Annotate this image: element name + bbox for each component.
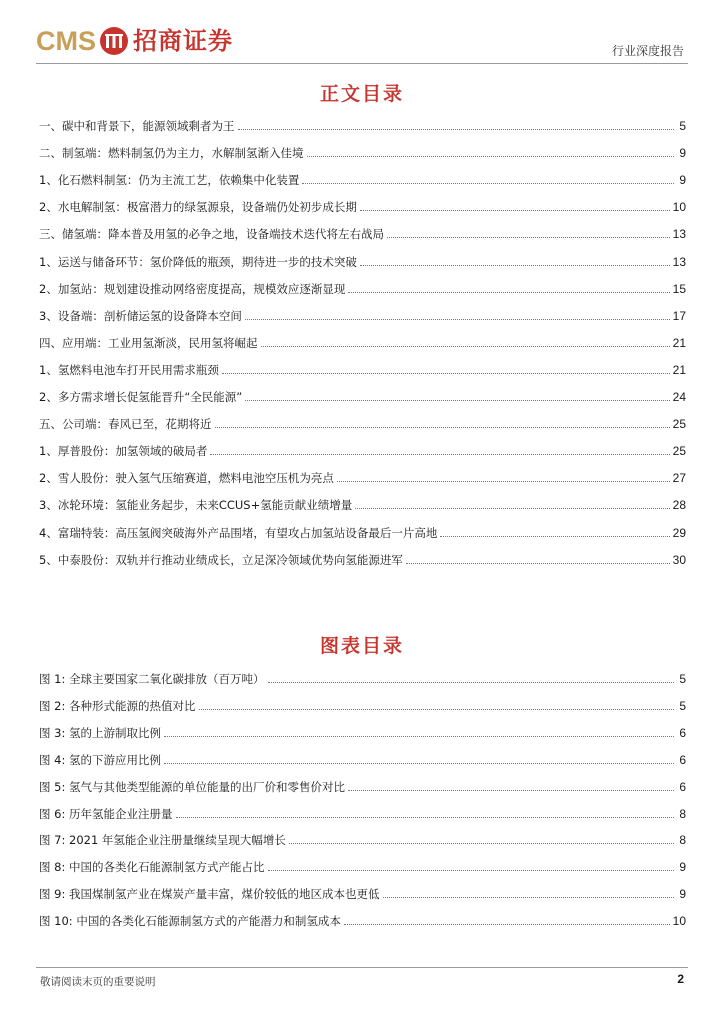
page-header xyxy=(0,0,724,64)
dot-leader xyxy=(360,265,670,266)
dot-leader xyxy=(302,183,674,184)
toc-entry-text: 1、运送与储备环节：氢价降低的瓶颈，期待进一步的技术突破 xyxy=(39,254,357,269)
toc-entry-page: 28 xyxy=(672,498,686,513)
dot-leader xyxy=(348,292,669,293)
dot-leader xyxy=(261,346,670,347)
toc-entry-text: 一、碳中和背景下，能源领域剩者为王 xyxy=(39,119,235,133)
toc-entry-text: 3、设备端：剖析储运氢的设备降本空间 xyxy=(39,308,242,323)
toc-entry[interactable] xyxy=(39,279,686,297)
dot-leader xyxy=(348,790,674,791)
figure-entry[interactable] xyxy=(39,804,686,822)
figure-entry[interactable] xyxy=(39,911,686,929)
toc-entry-text: 2、雪人股份：驶入氢气压缩赛道，燃料电池空压机为亮点 xyxy=(39,471,334,486)
toc-entry[interactable] xyxy=(39,360,686,378)
toc-title: 正文目录 xyxy=(319,83,404,105)
figure-entry-text: 图 6: 历年氢能企业注册量 xyxy=(39,806,173,821)
dot-leader xyxy=(245,400,669,401)
toc-entry-text: 2、多方需求增长促氢能晋升“全民能源” xyxy=(39,390,243,404)
figure-entry-text: 图 7: 2021 年氢能企业注册量继续呈现大幅增长 xyxy=(39,833,286,848)
dot-leader xyxy=(337,481,670,482)
figure-entry-text: 图 3: 氢的上游制取比例 xyxy=(39,725,162,740)
dot-leader xyxy=(387,237,670,238)
footer-note: 敬请阅读末页的重要说明 xyxy=(40,976,156,988)
dot-leader xyxy=(215,427,670,428)
dot-leader xyxy=(406,563,670,564)
figure-entry[interactable] xyxy=(39,750,686,768)
figure-entry-text: 图 2: 各种形式能源的热值对比 xyxy=(39,698,196,713)
dot-leader xyxy=(383,897,675,898)
dot-leader xyxy=(355,508,669,509)
figure-entry-page: 5 xyxy=(679,672,686,686)
figure-entry[interactable] xyxy=(39,777,686,795)
toc-entry-page: 13 xyxy=(672,254,686,269)
figure-entry-page: 8 xyxy=(679,806,686,821)
toc-entry[interactable] xyxy=(39,170,686,188)
toc-entry-page: 9 xyxy=(679,146,686,161)
footer-divider xyxy=(36,967,688,968)
toc-entry-page: 24 xyxy=(672,390,686,404)
toc-entry-text: 4、富瑞特装：高压氢阀突破海外产品围堵，有望攻占加氢站设备最后一片高地 xyxy=(39,525,438,540)
toc-entry-text: 五、公司端：春风已至，花期将近 xyxy=(39,417,212,432)
toc-entry-page: 17 xyxy=(672,308,686,323)
figure-entry[interactable] xyxy=(39,830,686,848)
figure-entry-text: 图 8: 中国的各类化石能源制氢方式产能占比 xyxy=(39,860,265,875)
toc-entry-text: 四、应用端：工业用氢渐淡，民用氢将崛起 xyxy=(39,335,258,350)
dot-leader xyxy=(245,319,670,320)
toc-entry-text: 1、氢燃料电池车打开民用需求瓶颈 xyxy=(39,362,219,377)
toc-entry-text: 2、加氢站：规划建设推动网络密度提高，规模效应逐渐显现 xyxy=(39,281,346,296)
figure-entry-text: 图 4: 氢的下游应用比例 xyxy=(39,752,162,767)
toc-entry-page: 29 xyxy=(672,525,686,540)
toc-entry-page: 21 xyxy=(672,335,686,350)
toc-entry-page: 13 xyxy=(672,227,686,242)
dot-leader xyxy=(222,373,670,374)
page-number: 2 xyxy=(677,972,684,986)
toc-entry-text: 三、储氢端：降本普及用氢的必争之地，设备端技术迭代将左右战局 xyxy=(39,227,384,242)
logo-text: CMS xyxy=(36,26,96,56)
toc-entry-page: 25 xyxy=(672,417,686,432)
document-type: 行业深度报告 xyxy=(611,44,684,58)
figure-entry[interactable] xyxy=(39,696,686,714)
toc-entry[interactable] xyxy=(39,143,686,161)
figure-entry[interactable] xyxy=(39,723,686,741)
figure-entry[interactable] xyxy=(39,884,686,902)
dot-leader xyxy=(360,210,670,211)
toc-entry[interactable] xyxy=(39,387,686,405)
toc-entry-text: 5、中泰股份：双轨并行推动业绩成长，立足深冷领域优势向氢能源进军 xyxy=(39,552,403,567)
toc-entry[interactable] xyxy=(39,414,686,432)
figure-entry-text: 图 5: 氢气与其他类型能源的单位能量的出厂价和零售价对比 xyxy=(39,779,345,794)
toc-entry[interactable] xyxy=(39,306,686,324)
toc-entry-text: 二、制氢端：燃料制氢仍为主力，水解制氢渐入佳境 xyxy=(39,146,304,161)
dot-leader xyxy=(164,736,674,737)
figures-title: 图表目录 xyxy=(319,635,404,657)
figure-entry-page: 9 xyxy=(679,887,686,902)
toc-entry-text: 3、冰轮环境：氢能业务起步，未来CCUS+氢能贡献业绩增量 xyxy=(39,498,353,513)
figure-entry-page: 6 xyxy=(679,725,686,740)
dot-leader xyxy=(307,156,675,157)
dot-leader xyxy=(268,870,675,871)
figure-entry-page: 5 xyxy=(679,698,686,713)
dot-leader xyxy=(289,843,674,844)
logo-badge-icon xyxy=(100,27,128,55)
toc-entry[interactable] xyxy=(39,197,686,215)
figure-entry-text: 图 1: 全球主要国家二氧化碳排放（百万吨） xyxy=(39,672,265,686)
toc-entry[interactable] xyxy=(39,550,686,568)
figure-entry-page: 10 xyxy=(672,914,686,929)
toc-entry-page: 5 xyxy=(679,119,686,133)
figure-entry-page: 9 xyxy=(679,860,686,875)
figure-entry-text: 图 10: 中国的各类化石能源制氢方式的产能潜力和制氢成本 xyxy=(39,914,341,929)
toc-entry-text: 2、水电解制氢：极富潜力的绿氢源泉，设备端仍处初步成长期 xyxy=(39,200,357,215)
dot-leader xyxy=(164,763,674,764)
figure-entry-page: 8 xyxy=(679,833,686,848)
dot-leader xyxy=(268,682,675,683)
toc-entry[interactable] xyxy=(39,523,686,541)
dot-leader xyxy=(440,536,669,537)
toc-entry[interactable] xyxy=(39,495,686,513)
figure-entry-text: 图 9: 我国煤制氢产业在煤炭产量丰富，煤价较低的地区成本也更低 xyxy=(39,887,380,902)
figure-entry[interactable] xyxy=(39,669,686,687)
toc-entry-page: 10 xyxy=(672,200,686,215)
toc-entry[interactable] xyxy=(39,224,686,242)
toc-entry-page: 25 xyxy=(672,444,686,459)
toc-entry[interactable] xyxy=(39,441,686,459)
toc-entry-page: 30 xyxy=(672,552,686,567)
dot-leader xyxy=(176,817,674,818)
figure-entry-page: 6 xyxy=(679,752,686,767)
toc-entry[interactable] xyxy=(39,333,686,351)
dot-leader xyxy=(238,129,675,130)
toc-entry-page: 21 xyxy=(672,362,686,377)
figure-entry-page: 6 xyxy=(679,779,686,794)
header-divider xyxy=(36,63,688,64)
toc-entry[interactable] xyxy=(39,116,686,134)
toc-entry[interactable] xyxy=(39,468,686,486)
dot-leader xyxy=(210,454,669,455)
toc-entry-text: 1、化石燃料制氢：仍为主流工艺，依赖集中化装置 xyxy=(39,173,300,188)
toc-entry-page: 27 xyxy=(672,471,686,486)
dot-leader xyxy=(199,709,674,710)
figure-entry[interactable] xyxy=(39,857,686,875)
dot-leader xyxy=(344,924,670,925)
toc-entry-page: 9 xyxy=(679,173,686,188)
toc-entry-page: 15 xyxy=(672,281,686,296)
toc-entry[interactable] xyxy=(39,252,686,270)
cms-logo xyxy=(36,24,233,58)
toc-entry-text: 1、厚普股份：加氢领域的破局者 xyxy=(39,444,208,459)
logo-chinese-name: 招商证券 xyxy=(133,27,233,55)
